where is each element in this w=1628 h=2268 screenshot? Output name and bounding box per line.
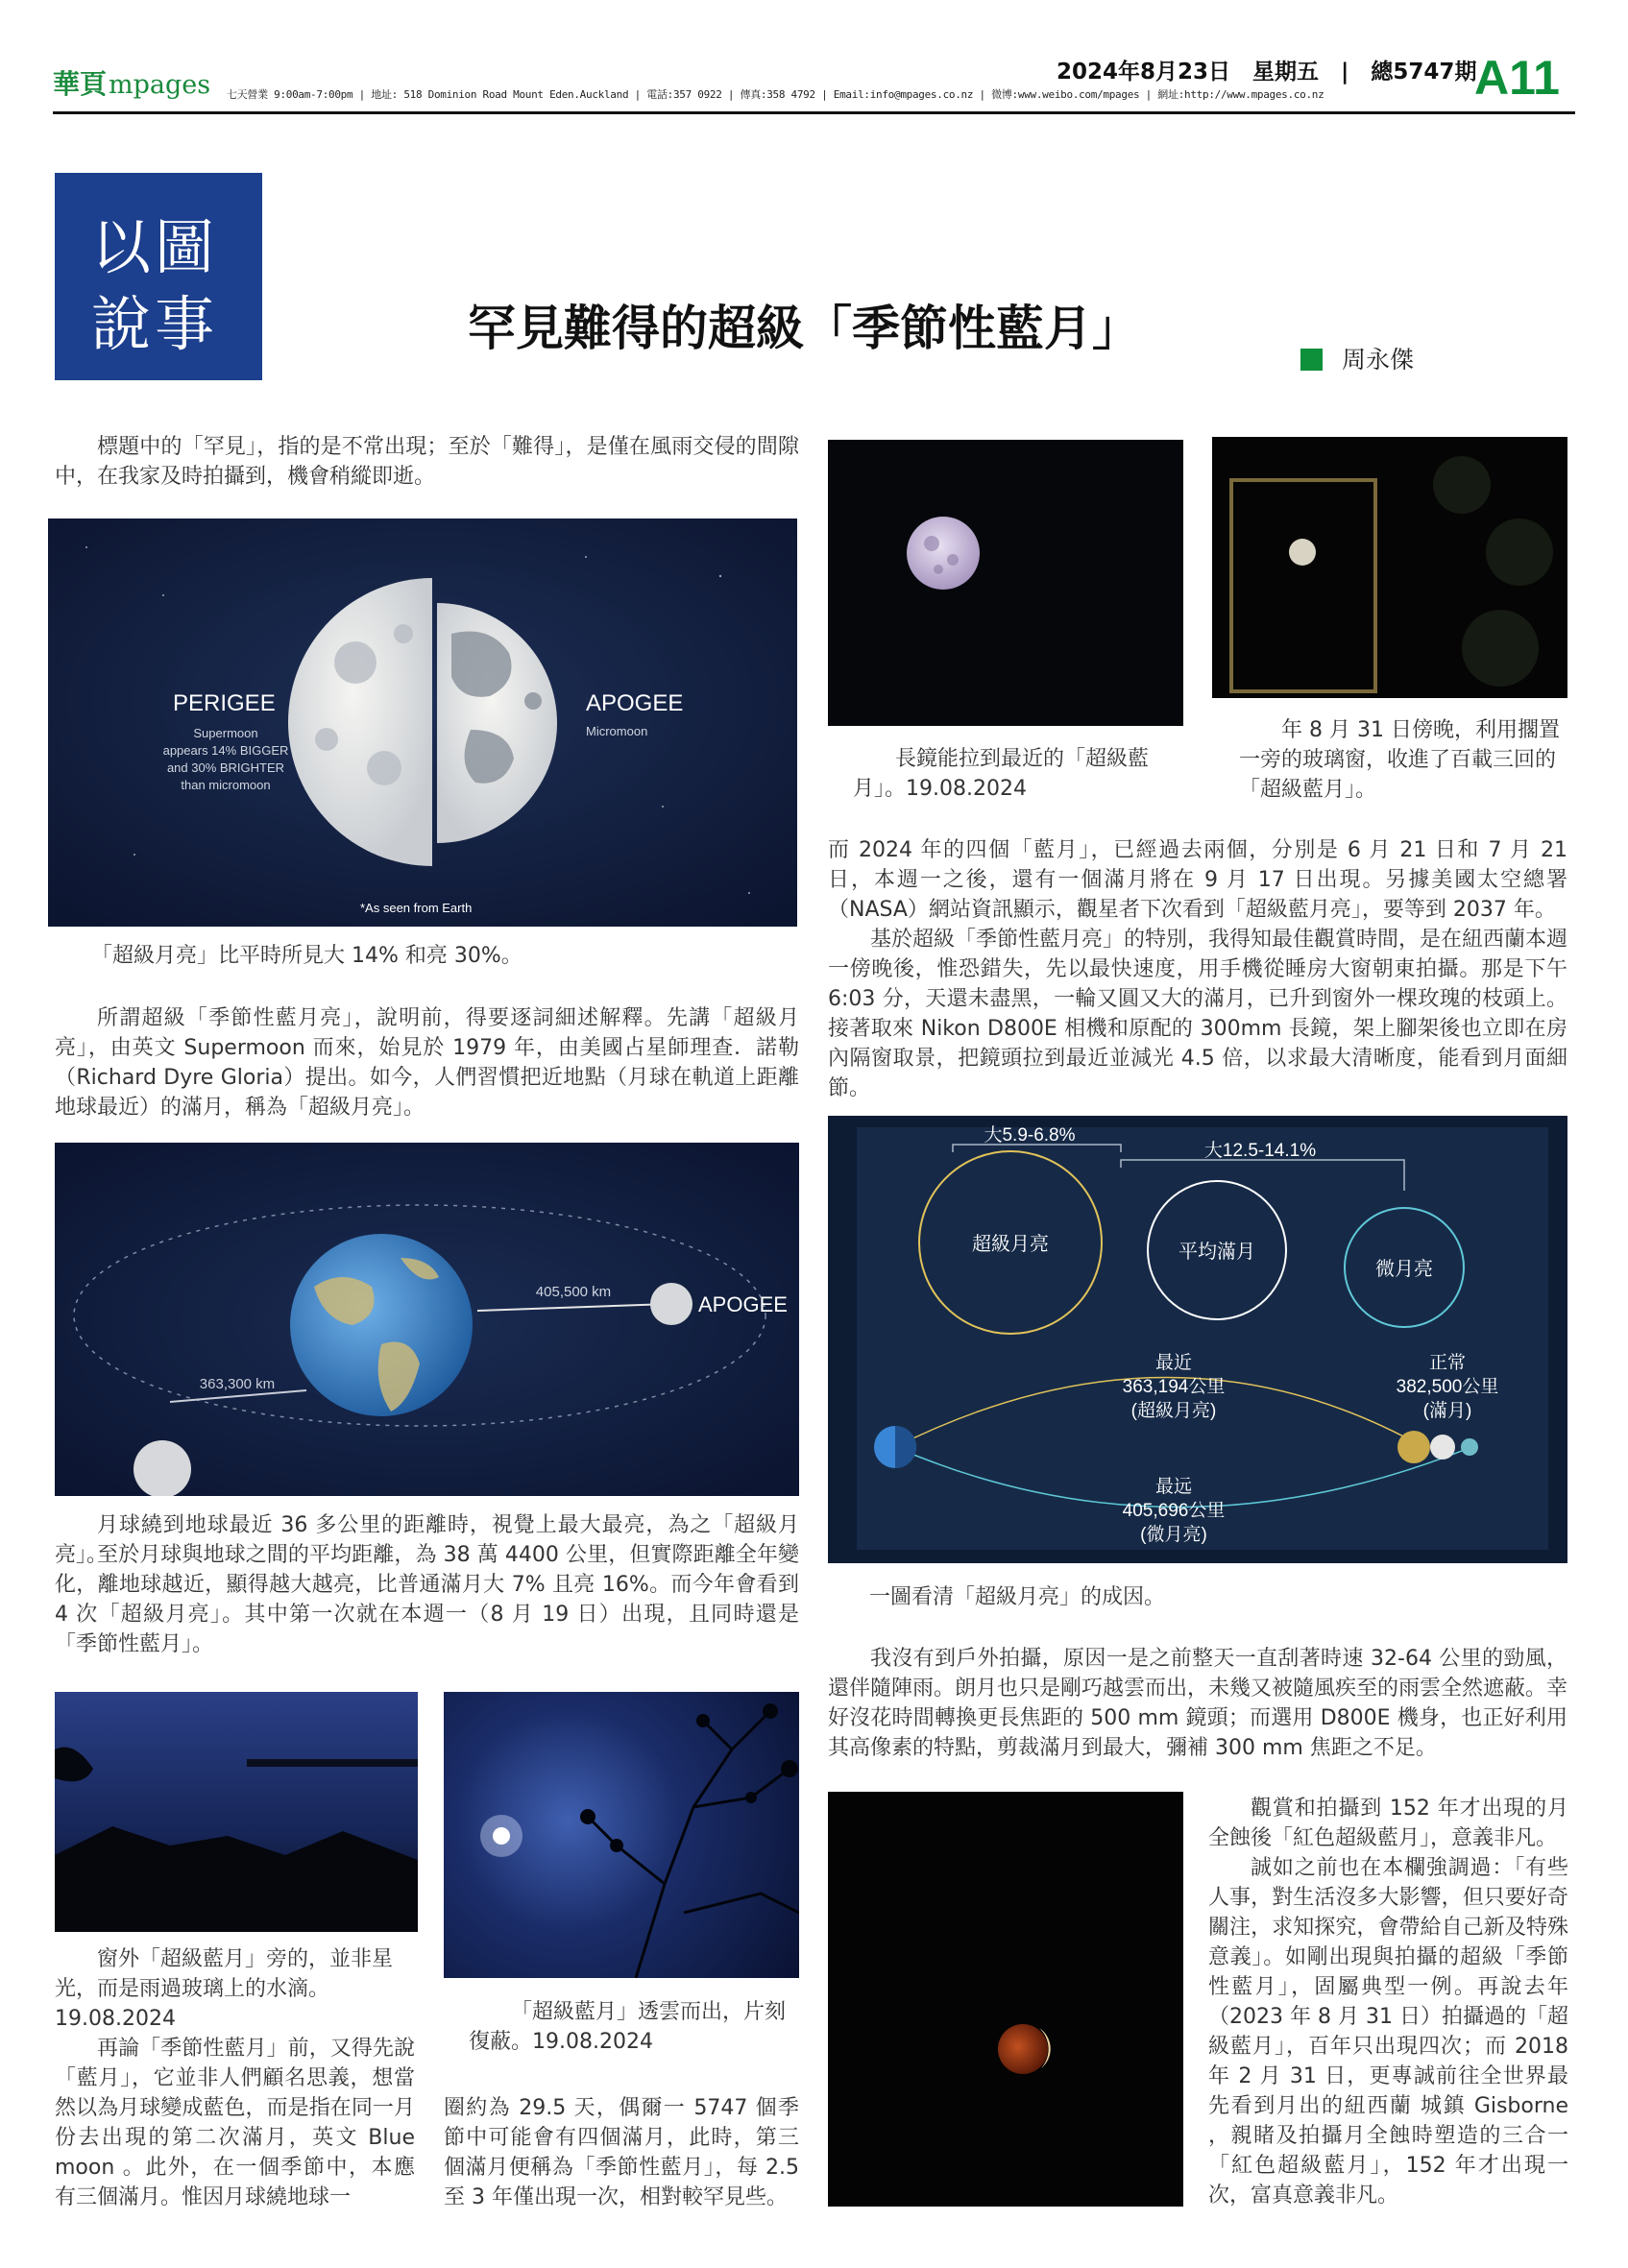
page-number: A11 (1474, 51, 1560, 105)
supermoon-comparison-image (48, 519, 797, 927)
author-byline (1300, 341, 1414, 375)
paragraph-conclusion: 誠如之前也在本欄強調過：「有些人事，對生活沒多大影響，但只要好奇關注，求知探究，會帶給自己新及特殊意義」。如剛出現與拍攝的超級「季節性藍月」，固屬典型一例。再說去年（2023 年 8 月 31 日）拍攝過的「超級藍月」，百年只出現四次；而 2018 年 2 月 31 日，更專誠前往全世界最先看到月出的紐西蘭 城鎮 Gisborne ，親睹及拍攝月全蝕時塑造的三合一「紅色超級藍月」，152 年才出現一次，富真意義非凡。 (1208, 1856, 1568, 2208)
perigee-sub-4: than micromoon (181, 778, 271, 792)
caption-2: 月球繞到地球最近 36 多公里的距離時，視覺上最大最亮，為之「超級月亮」。 (55, 1513, 799, 1567)
paragraph-supermoon: 所謂超級「季節性藍月亮」，說明前，得要逐詞細述解釋。先講「超級月亮」，由英文 Supermoon 而來，始見於 1979 年，由美國占星師理查．諾勒（Richard Dyre Gloria）提出。如今，人們習慣把近地點（月球在軌道上距離地球最近）的滿月，稱為「超級月亮」。 (55, 1006, 799, 1120)
supermoon-cause-diagram (828, 1116, 1567, 1563)
caption-4: 年 8 月 31 日傍晚，利用擱置一旁的玻璃窗，收進了百載三回的「超級藍月」。 (1239, 718, 1560, 802)
diagram-near-distance: 363,194公里 (1122, 1377, 1226, 1397)
orbit-graphic (55, 1143, 799, 1496)
eclipse-moon-photo (828, 1792, 1183, 2207)
paragraph-distance: 至於月球與地球之間的平均距離，為 38 萬 4400 公里，但實際距離全年變化，離地球越近，顯得越大越亮，比普通滿月大 7% 且亮 16%。而今年會看到 4 次「超級月亮」。其中第一次就在本週一（8 月 19 日）出現，且同時還是「季節性藍月」。 (55, 1543, 799, 1656)
caption-5: 一圖看清「超級月亮」的成因。 (869, 1585, 1166, 1609)
diagram-supermoon-label: 超級月亮 (972, 1234, 1049, 1255)
paragraph-weather: 我沒有到戶外拍攝，原因一是之前整天一直刮著時速 32-64 公里的勁風，還伴隨陣雨。朗月也只是剛巧越雲而出，未幾又被隨風疾至的雨雲全然遮蔽。幸好沒花時間轉換更長焦距的 500 mm 鏡頭；而選用 D800E 機身，也正好利用其高像素的特點，剪裁滿月到最大，彌補 300 mm 焦距之不足。 (828, 1647, 1568, 1760)
diagram-micromoon-label: 微月亮 (1375, 1259, 1433, 1280)
logo-chinese: 華頁 (53, 68, 108, 100)
column-name-line2: 說事 (91, 289, 219, 359)
apogee-sub: Micromoon (586, 724, 648, 738)
caption-1: 「超級月亮」比平時所見大 14% 和亮 30%。 (91, 944, 522, 968)
paragraph-seasonal: 圈約為 29.5 天，偶爾一 5747 個季節中可能會有四個滿月，此時，第三個滿月便稱為「季節性藍月」，每 2.5 至 3 年僅出現一次，相對較罕見些。 (444, 2096, 799, 2209)
figure2-apogee-label: APOGEE (698, 1292, 788, 1316)
logo-english: mpages (109, 70, 211, 100)
eclipse-moon-graphic (828, 1792, 1183, 2207)
newspaper-logo (53, 63, 210, 102)
paragraph-2024-bluemoons: 而 2024 年的四個「藍月」，已經過去兩個，分別是 6 月 21 日和 7 月 21 日，本週一之後，還有一個滿月將在 9 月 17 日出現。另據美國太空總署（NASA）網站資訊顯示，觀星者下次看到「超級藍月亮」，要等到 2037 年。 (828, 838, 1567, 922)
perigee-label: PERIGEE (173, 690, 276, 716)
orbit-diagram-image (55, 1143, 799, 1496)
diagram-normal-label: (滿月) (1422, 1401, 1472, 1421)
perigee-sub-3: and 30% BRIGHTER (166, 760, 285, 775)
apogee-label: APOGEE (586, 690, 684, 716)
window-photo-graphic (55, 1692, 418, 1932)
supermoon-comparison-graphic (48, 519, 797, 927)
paragraph-bluemoon: 再論「季節性藍月」前，又得先說「藍月」，它並非人們顧名思義，想當然以為月球變成藍色，而是指在同一月份去出現的第二次滿月，英文 Blue moon 。此外，在一個季節中，本應有三個滿月。惟因月球繞地球一 (55, 2037, 415, 2209)
paragraph-eclipse: 觀賞和拍攝到 152 年才出現的月全蝕後「紅色超級藍月」，意義非凡。 (1208, 1797, 1568, 1850)
window-photo (55, 1692, 418, 1932)
header-divider (53, 111, 1575, 114)
cloud-moon-graphic (444, 1692, 799, 1978)
distance-far-label: 405,500 km (535, 1284, 612, 1300)
paragraph-intro: 標題中的「罕見」，指的是不常出現；至於「難得」，是僅在風雨交侵的間隙中，在我家及時拍攝到，機會稍縱即逝。 (55, 435, 799, 489)
cloud-moon-photo (444, 1692, 799, 1978)
diagram-normal-distance: 382,500公里 (1396, 1377, 1499, 1397)
caption-7: 「超級藍月」透雲而出，片刻復蔽。19.08.2024 (469, 2000, 787, 2054)
caption-6: 窗外「超級藍月」旁的，並非星光，而是雨過玻璃上的水滴。19.08.2024 (55, 1947, 394, 2031)
distance-near-label: 363,300 km (199, 1376, 276, 1392)
column-name-line1: 以圖 (91, 212, 219, 282)
figure1-note: *As seen from Earth (360, 901, 473, 915)
telephoto-moon-graphic (828, 440, 1183, 726)
diagram-far-title: 最远 (1154, 1477, 1193, 1497)
issue-date: 2024年8月23日 星期五 | 總5747期 (1057, 60, 1477, 84)
author-marker (1300, 349, 1323, 371)
article-title: 罕見難得的超級「季節性藍月」 (468, 301, 1140, 356)
perigee-sub-2: appears 14% BIGGER (162, 743, 289, 758)
perigee-sub-1: Supermoon (193, 726, 258, 740)
diagram-far-label: (微月亮) (1140, 1525, 1207, 1545)
author-name: 周永傑 (1342, 346, 1415, 374)
glass-frame-photo (1212, 437, 1567, 698)
column-name-box (55, 173, 262, 380)
header-contact-info: 七天營業 9:00am-7:00pm | 地址: 518 Dominion Road Mount Eden.Auckland | 電話:357 0922 | 傳真:358 4792 | Email:info@mpages.co.nz | 微博:www.weibo.com/mpages | 網址:http://www.mpages.co.nz (227, 88, 1324, 101)
diagram-near-label: (超級月亮) (1130, 1401, 1217, 1421)
diagram-far-distance: 405,696公里 (1122, 1501, 1226, 1521)
caption-3: 長鏡能拉到最近的「超級藍月」。19.08.2024 (853, 747, 1150, 801)
diagram-normal-title: 正常 (1428, 1353, 1467, 1373)
paragraph-shooting: 基於超級「季節性藍月亮」的特別，我得知最佳觀賞時間，是在紐西蘭本週一傍晚後，惟恐錯失，先以最快速度，用手機從睡房大窗朝東拍攝。那是下午 6:03 分，天還未盡黑，一輪又圓又大的滿月，已升到窗外一棵玫瑰的枝頭上。接著取來 Nikon D800E 相機和原配的 300mm 長鏡，架上腳架後也立即在房內隔窗取景，把鏡頭拉到最近並減光 4.5 倍，以求最大清晰度，能看到月面細節。 (828, 928, 1568, 1100)
diagram-bigger-2: 大12.5-14.1% (1203, 1141, 1317, 1161)
supermoon-cause-graphic (828, 1116, 1567, 1563)
telephoto-moon-photo (828, 440, 1183, 726)
diagram-average-label: 平均滿月 (1178, 1242, 1255, 1263)
diagram-bigger-1: 大5.9-6.8% (984, 1125, 1076, 1146)
glass-frame-graphic (1212, 437, 1567, 698)
diagram-near-title: 最近 (1154, 1353, 1193, 1373)
